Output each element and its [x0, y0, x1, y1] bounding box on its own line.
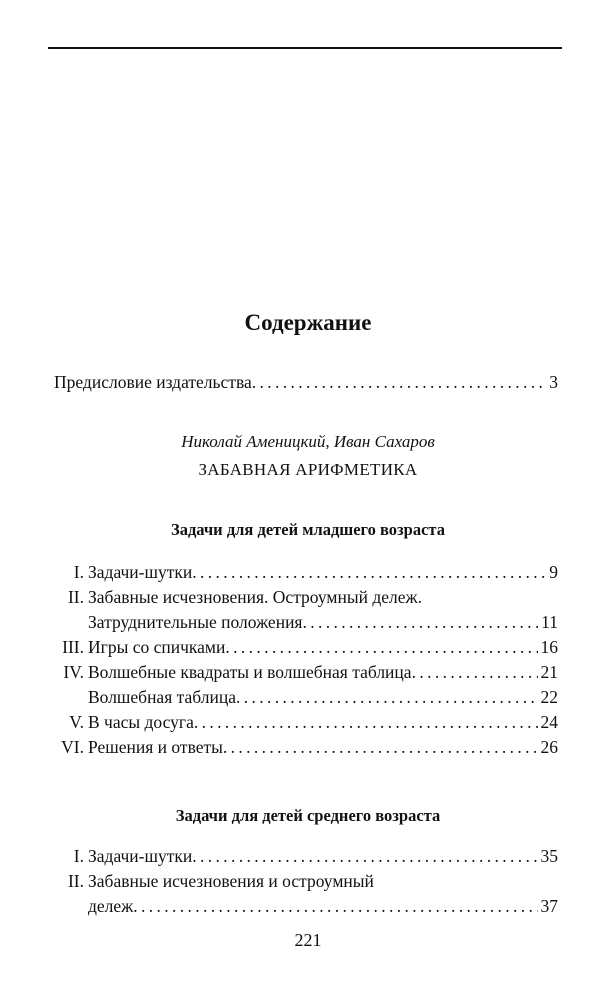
toc-entry	[54, 610, 558, 634]
dot-leader	[194, 710, 538, 734]
book-title: ЗАБАВНАЯ АРИФМЕТИКА	[198, 460, 418, 479]
entry-label: Забавные исчезновения. Остроумный дележ.	[88, 587, 422, 607]
entry-page: 3	[549, 372, 558, 392]
entry-label: Предисловие издательства	[54, 372, 252, 392]
dot-leader	[192, 844, 537, 868]
page-title: Содержание	[244, 310, 372, 335]
dot-leader	[133, 894, 537, 918]
dot-leader	[302, 610, 538, 634]
entry-number: IV.	[63, 662, 84, 682]
entry-label: Волшебная таблица	[88, 687, 236, 707]
entry-number: I.	[73, 846, 84, 866]
entry-label: Волшебные квадраты и волшебная таблица	[88, 662, 412, 682]
entry-page: 26	[540, 737, 558, 757]
entry-label: Забавные исчезновения и остроумный	[88, 871, 374, 891]
entry-page: 22	[540, 687, 558, 707]
dot-leader	[252, 370, 547, 394]
toc-entry	[54, 585, 558, 609]
entry-label: дележ	[88, 896, 134, 916]
entry-number: VI.	[61, 737, 84, 757]
authors: Николай Аменицкий, Иван Сахаров	[181, 432, 435, 451]
section-title: Задачи для детей младшего возраста	[170, 520, 445, 539]
entry-label: Задачи-шутки	[88, 562, 193, 582]
toc-entry-preface	[54, 370, 558, 394]
toc-entry	[54, 560, 558, 584]
toc-entry	[54, 735, 558, 759]
entry-number: V.	[69, 712, 84, 732]
entry-label: Игры со спичками	[88, 637, 226, 657]
section-title: Задачи для детей среднего возраста	[175, 806, 441, 825]
toc-entry	[54, 844, 558, 868]
dot-leader	[192, 560, 546, 584]
toc-entry	[54, 660, 558, 684]
toc-entry	[54, 869, 558, 893]
entry-label: В часы досуга	[88, 712, 194, 732]
entry-page: 24	[540, 712, 558, 732]
entry-number: II.	[67, 871, 84, 891]
dot-leader	[223, 735, 538, 759]
entry-number	[54, 610, 84, 634]
entry-page: 37	[540, 896, 558, 916]
entry-label: Решения и ответы	[88, 737, 223, 757]
entry-page: 9	[549, 562, 558, 582]
toc-entry	[54, 685, 558, 709]
entry-label: Затруднительные положения	[88, 612, 303, 632]
header-rule	[48, 47, 562, 49]
entry-number	[54, 894, 84, 918]
toc-entry	[54, 710, 558, 734]
entry-number: II.	[67, 587, 84, 607]
entry-number: III.	[62, 637, 84, 657]
toc-entry	[54, 894, 558, 918]
toc-entry	[54, 635, 558, 659]
entry-number	[54, 685, 84, 709]
dot-leader	[412, 660, 538, 684]
entry-page: 11	[541, 612, 558, 632]
entry-number: I.	[73, 562, 84, 582]
entry-label: Задачи-шутки	[88, 846, 193, 866]
dot-leader	[225, 635, 537, 659]
dot-leader	[236, 685, 538, 709]
page-number: 221	[294, 930, 322, 950]
entry-page: 35	[540, 846, 558, 866]
entry-page: 16	[540, 637, 558, 657]
entry-page: 21	[540, 662, 558, 682]
